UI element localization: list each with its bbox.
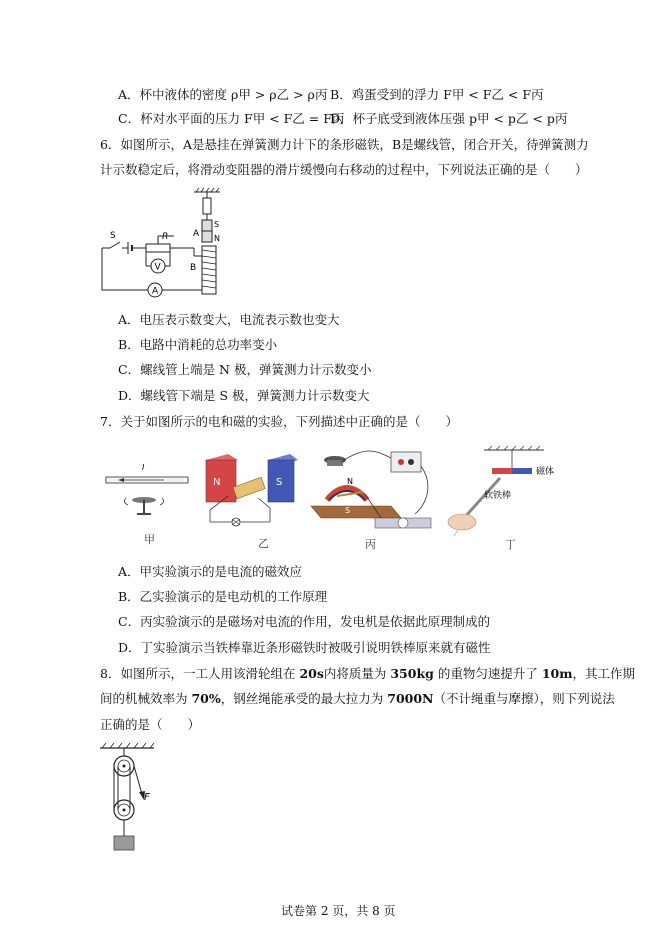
q6-stem-line1: 6．如图所示，A是悬挂在弹簧测力计下的条形磁铁，B是螺线管，闭合开关，待弹簧测力 xyxy=(100,137,589,152)
q6-option-b: B．电路中消耗的总功率变小 xyxy=(118,337,278,352)
q8-mass: 350kg xyxy=(390,666,434,681)
q8-stem-line1: 8．如图所示，一工人用该滑轮组在 20s内将质量为 350kg 的重物匀速提升了 10m，其工作期 xyxy=(100,666,635,681)
q7-figure-jia xyxy=(104,462,190,524)
q6-circuit-figure xyxy=(98,186,228,298)
q7-figure-yi xyxy=(198,452,300,532)
q5-option-c: C．杯对水平面的压力 F甲 < F乙 = F丙 xyxy=(118,111,345,126)
magnet-label: A xyxy=(193,229,200,239)
soft-iron-rod-label: 软铁棒 xyxy=(484,491,512,501)
q6-option-c: C．螺线管上端是 N 极，弹簧测力计示数变小 xyxy=(118,362,372,377)
q7-figure-bing xyxy=(305,446,440,538)
q7-option-a: A．甲实验演示的是电流的磁效应 xyxy=(118,564,303,579)
ammeter-label: A xyxy=(152,286,159,297)
q8-max-force: 7000N xyxy=(387,691,434,706)
q8-stem-line2: 间的机械效率为 70%，钢丝绳能承受的最大拉力为 7000N（不计绳重与摩擦），则下列说法 xyxy=(100,691,615,706)
q7-caption-yi: 乙 xyxy=(258,537,269,550)
q7-option-b: B．乙实验演示的是电动机的工作原理 xyxy=(118,589,328,604)
q6-stem-line2: 计示数稳定后，将滑动变阻器的滑片缓慢向右移动的过程中，下列说法正确的是（ ） xyxy=(100,162,588,177)
bing-magnet-s: S xyxy=(345,506,351,515)
voltmeter-label: V xyxy=(154,262,161,273)
page-footer: 试卷第 2 页，共 8 页 xyxy=(281,904,396,918)
pulling-force-label: F xyxy=(144,792,150,803)
q7-caption-jia: 甲 xyxy=(144,533,155,546)
magnet-body-label: 磁体 xyxy=(536,467,555,477)
solenoid-label: B xyxy=(190,263,197,273)
q8-time: 20s xyxy=(299,666,324,681)
q6-option-d: D．螺线管下端是 S 极，弹簧测力计示数变大 xyxy=(118,388,370,403)
q8-stem-line3: 正确的是（ ） xyxy=(100,717,201,732)
q7-caption-bing: 丙 xyxy=(365,538,376,551)
yi-magnet-n: N xyxy=(213,477,221,488)
q5-option-a: A．杯中液体的密度 ρ甲 > ρ乙 > ρ丙 xyxy=(118,87,328,102)
bing-magnet-n: N xyxy=(347,477,353,486)
q8-pulley-figure xyxy=(98,742,158,854)
resistor-label: R xyxy=(162,232,169,242)
q8-efficiency: 70% xyxy=(191,691,221,706)
q7-stem: 7．关于如图所示的电和磁的实验，下列描述中正确的是（ ） xyxy=(100,414,458,429)
q6-option-a: A．电压表示数变大，电流表示数也变大 xyxy=(118,312,340,327)
q7-caption-ding: 丁 xyxy=(505,538,516,551)
q7-option-c: C．丙实验演示的是磁场对电流的作用，发电机是依据此原理制成的 xyxy=(118,614,491,629)
magnet-bottom-label: N xyxy=(214,234,220,243)
yi-magnet-s: S xyxy=(276,477,283,488)
switch-label: S xyxy=(110,231,116,241)
magnet-top-label: S xyxy=(214,220,220,229)
q5-option-b: B．鸡蛋受到的浮力 F甲 < F乙 < F丙 xyxy=(330,87,544,102)
current-label: I xyxy=(142,463,145,472)
q7-figure-ding xyxy=(444,446,574,536)
q5-option-d: D．杯子底受到液体压强 p甲 < p乙 < p丙 xyxy=(330,111,568,126)
q8-height: 10m xyxy=(541,666,573,681)
q7-option-d: D．丁实验演示当铁棒靠近条形磁铁时被吸引说明铁棒原来就有磁性 xyxy=(118,640,491,655)
